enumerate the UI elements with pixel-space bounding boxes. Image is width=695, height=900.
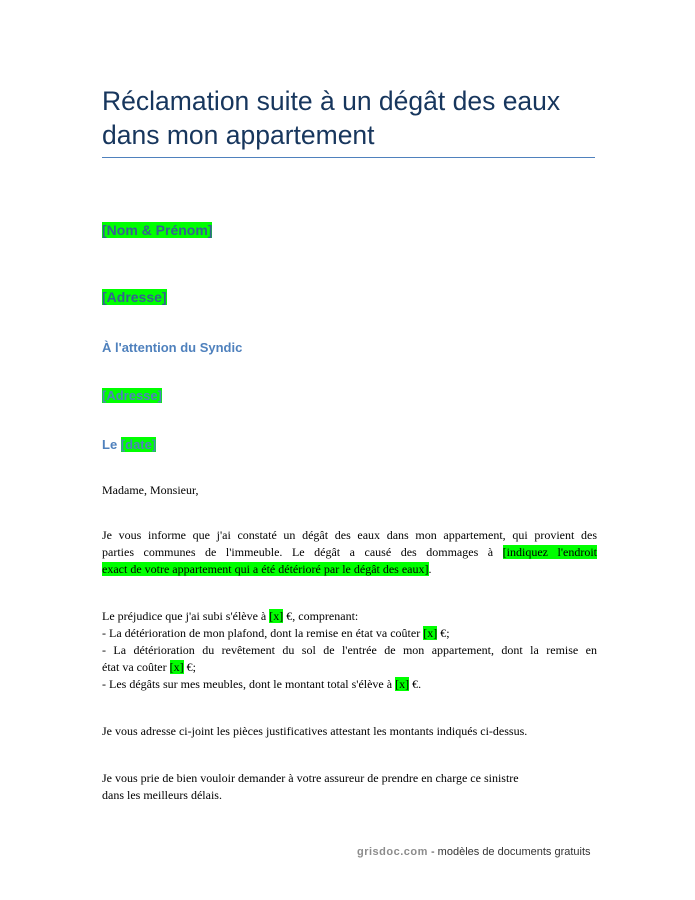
furniture-amount-placeholder: [x]: [395, 677, 410, 691]
paragraph-damage-period: .: [428, 562, 432, 576]
paragraph-request-line-1: Je vous prie de bien vouloir demander à votre assureur de prendre en charge ce sinistre: [102, 771, 519, 785]
date-line: [102, 437, 156, 452]
prejudice-total-line: [102, 608, 597, 625]
page-footer: [357, 846, 591, 858]
furniture-text: - Les dégâts sur mes meubles, dont le montant total s'élève à: [102, 677, 396, 691]
attention-line: À l'attention du Syndic: [102, 340, 243, 355]
date-placeholder: [date]: [120, 437, 157, 452]
title-underline: [102, 157, 595, 158]
paragraph-request-line-2: dans les meilleurs délais.: [102, 788, 222, 802]
ceiling-line: [102, 625, 597, 642]
date-prefix: Le: [102, 437, 121, 452]
damage-location-placeholder-start: [indiquez l'endroit: [502, 545, 597, 559]
title-line-1: Réclamation suite à un dégât des eaux: [102, 86, 561, 116]
paragraph-damage-text: parties communes de l'immeuble. Le dégât a causé des dommages à: [102, 545, 503, 559]
sender-address-placeholder: [Adresse]: [102, 289, 167, 305]
recipient-address-field: [102, 388, 162, 403]
ceiling-amount-placeholder: [x]: [423, 626, 438, 640]
prejudice-total-text: Le préjudice que j'ai subi s'élève à: [102, 609, 270, 623]
greeting: Madame, Monsieur,: [102, 483, 199, 497]
floor-line-2: [102, 659, 597, 676]
damage-location-placeholder-end: exact de votre appartement qui a été détérioré par le dégât des eaux]: [102, 562, 429, 576]
total-amount-placeholder: [x]: [269, 609, 284, 623]
paragraph-attachments: Je vous adresse ci-joint les pièces justificatives attestant les montants indiqués ci-dessus.: [102, 724, 528, 738]
furniture-line: [102, 676, 597, 693]
footer-tagline: - modèles de documents gratuits: [427, 846, 591, 858]
ceiling-suffix: €;: [437, 626, 450, 640]
floor-text: état va coûter: [102, 660, 170, 674]
sender-name-field: [102, 222, 212, 238]
paragraph-damage-line-1: Je vous informe que j'ai constaté un dégât des eaux dans mon appartement, qui provient des: [102, 528, 597, 542]
furniture-suffix: €.: [409, 677, 422, 691]
prejudice-total-suffix: €, comprenant:: [283, 609, 359, 623]
floor-amount-placeholder: [x]: [169, 660, 184, 674]
sender-name-placeholder: [Nom & Prénom]: [102, 222, 213, 238]
paragraph-request: [102, 770, 597, 804]
paragraph-damage-line-2: [102, 544, 597, 561]
recipient-address-placeholder: [Adresse]: [102, 388, 162, 403]
sender-address-field: [102, 289, 167, 305]
paragraph-damage-line-3: [102, 561, 597, 578]
footer-site-link[interactable]: grisdoc.com: [357, 846, 428, 858]
floor-suffix: €;: [183, 660, 196, 674]
document-title: [102, 84, 602, 152]
paragraph-damage: [102, 527, 597, 578]
paragraph-prejudice: [102, 608, 597, 693]
ceiling-text: - La détérioration de mon plafond, dont la remise en état va coûter: [102, 626, 424, 640]
floor-line-1: - La détérioration du revêtement du sol de l'entrée de mon appartement, dont la remise en: [102, 643, 597, 657]
title-line-2: dans mon appartement: [102, 120, 375, 150]
